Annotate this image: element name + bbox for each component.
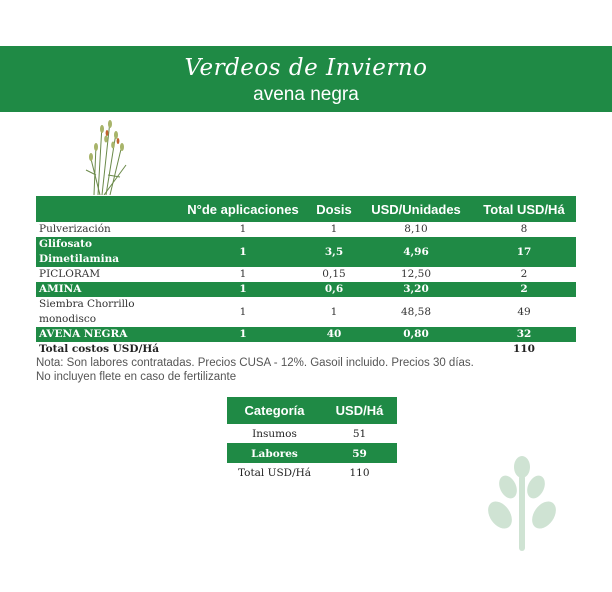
row-dosis: 1 (308, 297, 360, 327)
row-usd-unidades: 0,80 (360, 327, 472, 342)
costs-table (36, 196, 576, 357)
row-aplicaciones: 1 (178, 267, 308, 282)
table-row (36, 282, 576, 297)
row-aplicaciones: 1 (178, 237, 308, 267)
total-label: Total costos USD/Há (39, 343, 160, 355)
col-header-item (36, 196, 178, 222)
table-row (227, 424, 397, 444)
row-dosis: 0,15 (308, 267, 360, 282)
table-row (36, 237, 576, 267)
row-usd-unidades: 8,10 (360, 222, 472, 237)
table-row (36, 222, 576, 237)
col-header-usd: USD/Há (322, 397, 397, 424)
table-row (36, 267, 576, 282)
row-total: 17 (472, 237, 576, 267)
row-item: AVENA NEGRA (36, 327, 178, 342)
row-aplicaciones: 1 (178, 282, 308, 297)
row-usd-unidades: 4,96 (360, 237, 472, 267)
row-categoria: Labores (227, 444, 322, 464)
row-usd: 110 (349, 466, 370, 479)
row-total: 49 (472, 297, 576, 327)
row-item: Pulverización (36, 222, 178, 237)
table-row (36, 327, 576, 342)
row-dosis: 1 (308, 222, 360, 237)
col-header-aplicaciones: N°de aplicaciones (178, 196, 308, 222)
table-row (227, 463, 397, 482)
row-usd-unidades: 48,58 (360, 297, 472, 327)
row-item: PICLORAM (36, 267, 178, 282)
costs-table-header (36, 196, 576, 222)
row-dosis: 0,6 (308, 282, 360, 297)
row-total: 2 (472, 267, 576, 282)
row-item: Glifosato Dimetilamina (36, 237, 178, 267)
row-usd-unidades: 3,20 (360, 282, 472, 297)
row-dosis: 40 (308, 327, 360, 342)
row-usd: 59 (322, 444, 397, 464)
table-row (36, 297, 576, 327)
row-item: AMINA (36, 282, 178, 297)
col-header-categoria: Categoría (227, 397, 322, 424)
row-usd: 51 (322, 424, 397, 444)
note-line-1: Nota: Son labores contratadas. Precios CUSA - 12%. Gasoil incluido. Precios 30 días. (36, 357, 474, 369)
row-categoria: Insumos (227, 424, 322, 444)
total-value: 110 (513, 343, 535, 355)
row-dosis: 3,5 (308, 237, 360, 267)
note-text (36, 356, 474, 384)
row-aplicaciones: 1 (178, 327, 308, 342)
row-total: 2 (472, 282, 576, 297)
page-title: Verdeos de Invierno (184, 55, 428, 81)
col-header-total: Total USD/Há (472, 196, 576, 222)
row-item: Siembra Chorrillo monodisco (36, 297, 178, 327)
table-row (227, 444, 397, 464)
note-line-2: No incluyen flete en caso de fertilizante (36, 371, 237, 383)
row-aplicaciones: 1 (178, 222, 308, 237)
oat-plant-illustration (80, 115, 132, 195)
col-header-usd-unidades: USD/Unidades (360, 196, 472, 222)
summary-table (227, 397, 397, 482)
title-banner (0, 46, 612, 112)
summary-table-header (227, 397, 397, 424)
row-aplicaciones: 1 (178, 297, 308, 327)
row-total: 8 (472, 222, 576, 237)
page-subtitle: avena negra (253, 84, 359, 105)
leaf-logo-icon (484, 455, 560, 551)
col-header-dosis: Dosis (308, 196, 360, 222)
row-total: 32 (472, 327, 576, 342)
row-usd-unidades: 12,50 (360, 267, 472, 282)
row-categoria: Total USD/Há (237, 466, 312, 479)
total-row (36, 342, 576, 357)
